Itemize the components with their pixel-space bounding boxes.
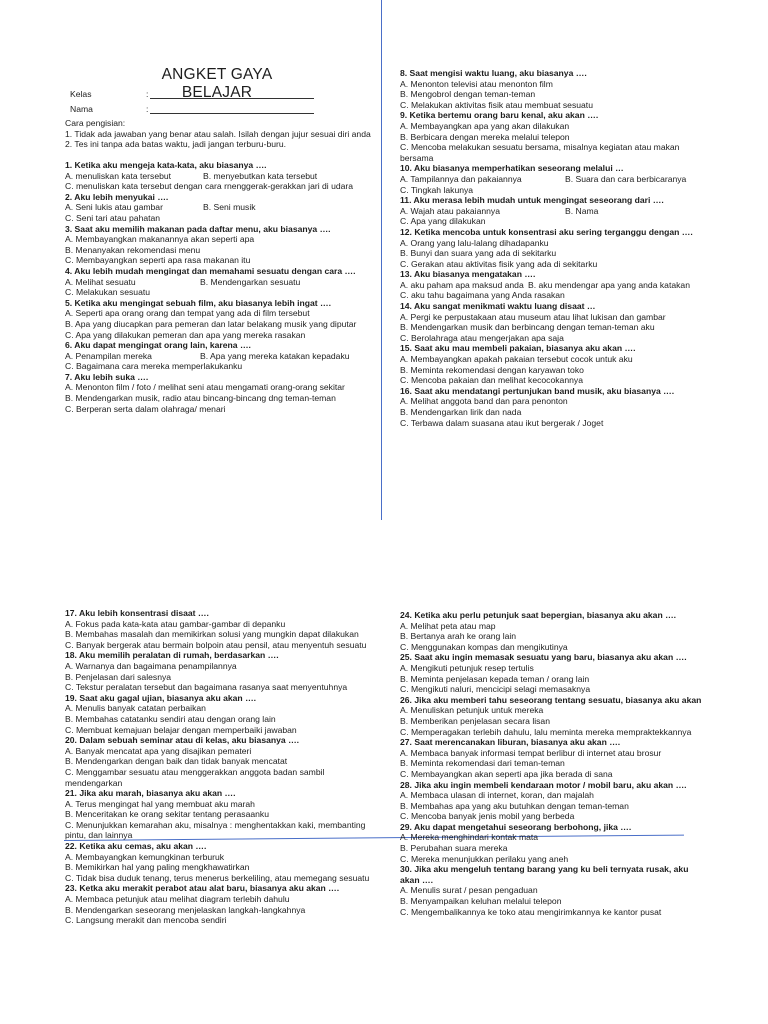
option-c[interactable]: C. Melakukan sesuatu <box>65 287 151 298</box>
option-a[interactable]: A. Melihat sesuatu <box>65 276 136 287</box>
option-b[interactable]: B. Menceritakan ke orang sekitar tentang perasaanku <box>65 809 269 820</box>
option-c[interactable]: C. Gerakan atau aktivitas fisik yang ada di sekitarku <box>400 258 598 269</box>
option-b[interactable]: B. Mendengarkan sesuatu <box>200 276 301 287</box>
option-b[interactable]: B. Mendengarkan lirik dan nada <box>400 407 522 417</box>
vertical-guide-line <box>381 0 382 520</box>
question-column-top-left <box>65 160 377 414</box>
question-2: 2. Aku lebih menyukai …. <box>65 191 169 202</box>
question-7: 7. Aku lebih suka …. <box>65 371 149 382</box>
kelas-colon: : <box>146 89 149 99</box>
option-c[interactable]: C. Banyak bergerak atau bermain bolpoin atau pensil, atau menyentuh sesuatu <box>65 639 367 650</box>
option-c[interactable]: C. Berperan serta dalam olahraga/ menari <box>65 403 226 414</box>
option-a[interactable]: A. menuliskan kata tersebut <box>65 170 172 181</box>
option-b[interactable]: B. Penjelasan dari salesnya <box>65 671 172 682</box>
option-c[interactable]: C. Menunjukkan kemarahan aku, misalnya : menghentakkan kaki, membanting pintu, dan lainnya <box>65 819 366 841</box>
option-b[interactable]: B. Membahas apa yang aku butuhkan dengan teman-teman <box>400 800 629 811</box>
option-b[interactable]: B. Memikirkan hal yang paling mengkhawatirkan <box>65 862 250 873</box>
option-c[interactable]: C. Tingkah lakunya <box>400 184 474 195</box>
option-b[interactable]: B. Suara dan cara berbicaranya <box>565 173 687 184</box>
option-b[interactable]: B. Memberikan penjelasan secara lisan <box>400 715 550 726</box>
option-c[interactable]: C. Apa yang dilakukan <box>400 216 486 227</box>
option-b[interactable]: B. Berbicara dengan mereka melalui telepon <box>400 131 570 142</box>
option-row <box>400 174 702 185</box>
question-28: 28. Jika aku ingin membeli kendaraan motor / mobil baru, aku akan …. <box>400 779 687 790</box>
option-a[interactable]: A. Menuliskan petunjuk untuk mereka <box>400 705 544 716</box>
option-c[interactable]: C. Mengembalikannya ke toko atau mengirimkannya ke kantor pusat <box>400 906 662 917</box>
option-c[interactable]: C. Bagaimana cara mereka memperlakukanku <box>65 361 243 372</box>
option-a[interactable]: A. Membayangkan apa yang akan dilakukan <box>400 120 570 131</box>
instruction-line: 2. Tes ini tanpa ada batas waktu, jadi jangan terburu-buru. <box>65 139 287 150</box>
option-b[interactable]: B. Mengobrol dengan teman-teman <box>400 89 536 100</box>
option-a[interactable]: A. aku paham apa maksud anda <box>400 279 524 290</box>
option-a[interactable]: A. Banyak mencatat apa yang disajikan pemateri <box>65 745 252 756</box>
option-b[interactable]: B. Mendengarkan seseorang menjelaskan langkah-langkahnya <box>65 904 306 915</box>
option-c[interactable]: C. Langsung merakit dan mencoba sendiri <box>65 915 227 926</box>
question-6: 6. Aku dapat mengingat orang lain, karena …. <box>65 340 251 351</box>
option-c[interactable]: C. Menggunakan kompas dan mengikutinya <box>400 641 568 652</box>
option-a[interactable]: A. Membayangkan apakah pakaian tersebut cocok untuk aku <box>400 354 633 365</box>
question-26: 26. Jika aku memberi tahu seseorang tentang sesuatu, biasanya aku akan <box>400 694 702 705</box>
option-a[interactable]: A. Melihat peta atau map <box>400 620 496 631</box>
question-5: 5. Ketika aku mengingat sebuah film, aku biasanya lebih ingat …. <box>65 297 331 308</box>
question-1: 1. Ketika aku mengeja kata-kata, aku biasanya …. <box>65 160 267 170</box>
question-11: 11. Aku merasa lebih mudah untuk mengingat seseorang dari …. <box>400 195 664 206</box>
nama-blank-line[interactable] <box>150 113 314 114</box>
question-24: 24. Ketika aku perlu petunjuk saat bepergian, biasanya aku akan …. <box>400 610 677 620</box>
option-b[interactable]: B. Bertanya arah ke orang lain <box>400 631 517 642</box>
instructions-title: Cara pengisian: <box>65 118 126 128</box>
option-c[interactable]: C. Membuat kemajuan belajar dengan memperbaiki jawaban <box>65 724 297 735</box>
option-row <box>65 351 377 362</box>
question-30: 30. Jika aku mengeluh tentang barang yang ku beli ternyata rusak, aku akan …. <box>400 864 689 885</box>
question-19: 19. Saat aku gagal ujian, biasanya aku akan …. <box>65 692 257 703</box>
option-c[interactable]: C. Memperagakan terlebih dahulu, lalu meminta mereka mempraktekkannya <box>400 726 692 737</box>
question-14: 14. Aku sangat menikmati waktu luang disaat … <box>400 301 596 312</box>
option-a[interactable]: A. Menulis surat / pesan pengaduan <box>400 885 538 896</box>
question-17: 17. Aku lebih konsentrasi disaat …. <box>65 608 209 618</box>
option-b[interactable]: B. Seni musik <box>203 202 256 213</box>
option-c[interactable]: C. Mengikuti naluri, mencicipi selagi memasaknya <box>400 684 591 695</box>
question-27: 27. Saat merencanakan liburan, biasanya aku akan …. <box>400 737 621 748</box>
option-a[interactable]: A. Membayangkan kemungkinan terburuk <box>65 851 225 862</box>
option-c[interactable]: C. menuliskan kata tersebut dengan cara rnenggerak-gerakkan jari di udara <box>65 181 354 192</box>
nama-colon: : <box>146 104 149 114</box>
option-a[interactable]: A. Melihat anggota band dan para penonton <box>400 396 568 407</box>
option-row <box>400 206 702 217</box>
option-c[interactable]: C. Seni tari atau pahatan <box>65 212 161 223</box>
option-a[interactable]: A. Menulis banyak catatan perbaikan <box>65 703 206 714</box>
option-c[interactable]: C. aku tahu bagaimana yang Anda rasakan <box>400 290 565 301</box>
option-row <box>65 277 377 288</box>
option-c[interactable]: C. Terbawa dalam suasana atau ikut bergerak / Joget <box>400 417 604 428</box>
option-b[interactable]: B. Menanyakan rekomendasi menu <box>65 244 201 255</box>
question-12: 12. Ketika mencoba untuk konsentrasi aku sering terganggu dengan …. <box>400 226 693 237</box>
option-c[interactable]: C. Mencoba banyak jenis mobil yang berbeda <box>400 811 575 822</box>
nama-label: Nama <box>70 104 93 114</box>
option-b[interactable]: B. aku mendengar apa yang anda katakan <box>528 279 690 290</box>
option-row <box>400 280 702 291</box>
option-c[interactable]: C. Berolahraga atau mengerjakan apa saja <box>400 332 564 343</box>
option-b[interactable]: B. Mendengarkan dengan baik dan tidak banyak mencatat <box>65 756 288 767</box>
question-4: 4. Aku lebih mudah mengingat dan memahami sesuatu dengan cara …. <box>65 265 356 276</box>
option-a[interactable]: A. Fokus pada kata-kata atau gambar-gambar di depanku <box>65 618 286 629</box>
option-a[interactable]: A. Terus mengingat hal yang membuat aku marah <box>65 798 255 809</box>
option-c[interactable]: C. Membayangkan akan seperti apa jika berada di sana <box>400 768 613 779</box>
option-a[interactable]: A. Wajah atau pakaiannya <box>400 205 501 216</box>
option-a[interactable]: A. Tampilannya dan pakaiannya <box>400 173 522 184</box>
question-29: 29. Aku dapat mengetahui seseorang berbohong, jika …. <box>400 821 632 832</box>
question-10: 10. Aku biasanya memperhatikan seseorang melalui … <box>400 163 624 174</box>
question-column-top-right <box>400 68 702 428</box>
option-a[interactable]: A. Penampilan mereka <box>65 350 152 361</box>
option-a[interactable]: A. Membaca ulasan di internet, koran, dan majalah <box>400 790 594 801</box>
option-c[interactable]: C. Apa yang dilakukan pemeran dan apa yang mereka rasakan <box>65 329 306 340</box>
option-c[interactable]: C. Melakukan aktivitas fisik atau membuat sesuatu <box>400 99 593 110</box>
option-c[interactable]: C. Membayangkan seperti apa rasa makanan itu <box>65 255 251 266</box>
option-a[interactable]: A. Membayangkan makanannya akan seperti apa <box>65 234 255 245</box>
question-18: 18. Aku memilih peralatan di rumah, berdasarkan …. <box>65 650 279 661</box>
option-b[interactable]: B. Meminta rekomendasi dari teman-teman <box>400 758 565 769</box>
option-b[interactable]: B. Mendengarkan musik, radio atau bincang-bincang dng teman-teman <box>65 393 336 404</box>
question-23: 23. Ketka aku merakit perabot atau alat baru, biasanya aku akan …. <box>65 883 340 894</box>
question-3: 3. Saat aku memilih makanan pada daftar menu, aku biasanya …. <box>65 223 331 234</box>
question-13: 13. Aku biasanya mengatakan …. <box>400 269 536 280</box>
question-15: 15. Saat aku mau membeli pakaian, biasanya aku akan …. <box>400 343 636 354</box>
option-a[interactable]: A. Orang yang lalu-lalang dihadapanku <box>400 237 549 248</box>
option-a[interactable]: A. Membaca petunjuk atau melihat diagram terlebih dahulu <box>65 894 290 905</box>
option-b[interactable]: B. Bunyi dan suara yang ada di sekitarku <box>400 248 557 259</box>
question-16: 16. Saat aku mendatangi pertunjukan band musik, aku biasanya …. <box>400 385 675 396</box>
option-b[interactable]: B. Apa yang mereka katakan kepadaku <box>200 350 350 361</box>
question-25: 25. Saat aku ingin memasak sesuatu yang baru, biasanya aku akan …. <box>400 652 687 663</box>
option-b[interactable]: B. Apa yang diucapkan para pemeran dan latar belakang musik yang diputar <box>65 318 357 329</box>
option-b[interactable]: B. Membahas catatanku sendiri atau dengan orang lain <box>65 713 276 724</box>
option-b[interactable]: B. menyebutkan kata tersebut <box>203 170 318 181</box>
question-9: 9. Ketika bertemu orang baru kenal, aku akan …. <box>400 110 599 121</box>
question-column-bottom-right <box>400 610 702 917</box>
kelas-label: Kelas <box>70 89 92 99</box>
page-title: ANGKET GAYA BELAJAR <box>161 66 273 101</box>
option-b[interactable]: B. Membahas masalah dan memikirkan solusi yang mungkin dapat dilakukan <box>65 629 359 640</box>
question-column-bottom-left <box>65 608 370 926</box>
option-a[interactable]: A. Seperti apa orang orang dan tempat yang ada di film tersebut <box>65 308 310 319</box>
option-b[interactable]: B. Meminta penjelasan kepada teman / orang lain <box>400 673 590 684</box>
option-a[interactable]: A. Menonton film / foto / melihat seni atau mengamati orang-orang sekitar <box>65 382 345 393</box>
option-c[interactable]: C. Mencoba pakaian dan melihat kecocokannya <box>400 375 583 386</box>
question-8: 8. Saat mengisi waktu luang, aku biasanya …. <box>400 68 587 78</box>
option-row <box>65 171 377 182</box>
option-b[interactable]: B. Mendengarkan musik dan berbincang dengan teman-teman aku <box>400 322 655 333</box>
option-b[interactable]: B. Meminta rekomendasi dengan karyawan toko <box>400 364 584 375</box>
option-a[interactable]: A. Membaca banyak informasi tempat berlibur di internet atau brosur <box>400 747 662 758</box>
option-b[interactable]: B. Nama <box>565 205 599 216</box>
option-c[interactable]: C. Mereka menunjukkan perilaku yang aneh <box>400 853 569 864</box>
option-b[interactable]: B. Perubahan suara mereka <box>400 843 508 854</box>
option-a[interactable]: A. Seni lukis atau gambar <box>65 202 163 213</box>
option-c[interactable]: C. Menggambar sesuatu atau menggerakkan anggota badan sambil mendengarkan <box>65 766 325 788</box>
question-21: 21. Jika aku marah, biasanya aku akan …. <box>65 788 236 799</box>
kelas-blank-line[interactable] <box>150 98 314 99</box>
option-c[interactable]: C. Mencoba melakukan sesuatu bersama, misalnya kegiatan atau makan bersama <box>400 142 680 163</box>
instruction-line: 1. Tidak ada jawaban yang benar atau salah. Isilah dengan jujur sesuai diri anda <box>65 128 371 139</box>
option-a[interactable]: A. Mengikuti petunjuk resep tertulis <box>400 662 534 673</box>
option-c[interactable]: C. Tekstur peralatan tersebut dan bagaimana rasanya saat menyentuhnya <box>65 682 348 693</box>
option-b[interactable]: B. Menyampaikan keluhan melalui telepon <box>400 896 562 907</box>
question-22: 22. Ketika aku cemas, aku akan …. <box>65 841 207 852</box>
option-a[interactable]: A. Pergi ke perpustakaan atau museum atau lihat lukisan dan gambar <box>400 311 666 322</box>
option-a[interactable]: A. Warnanya dan bagaimana penampilannya <box>65 660 237 671</box>
question-20: 20. Dalam sebuah seminar atau di kelas, aku biasanya …. <box>65 735 300 746</box>
option-c[interactable]: C. Tidak bisa duduk tenang, terus menerus berkeliling, atau memegang sesuatu <box>65 872 370 883</box>
option-row <box>65 202 377 213</box>
option-a[interactable]: A. Menonton televisi atau menonton film <box>400 78 553 89</box>
option-a[interactable]: A. Mereka menghindari kontak mata <box>400 832 539 843</box>
instructions <box>65 118 375 150</box>
